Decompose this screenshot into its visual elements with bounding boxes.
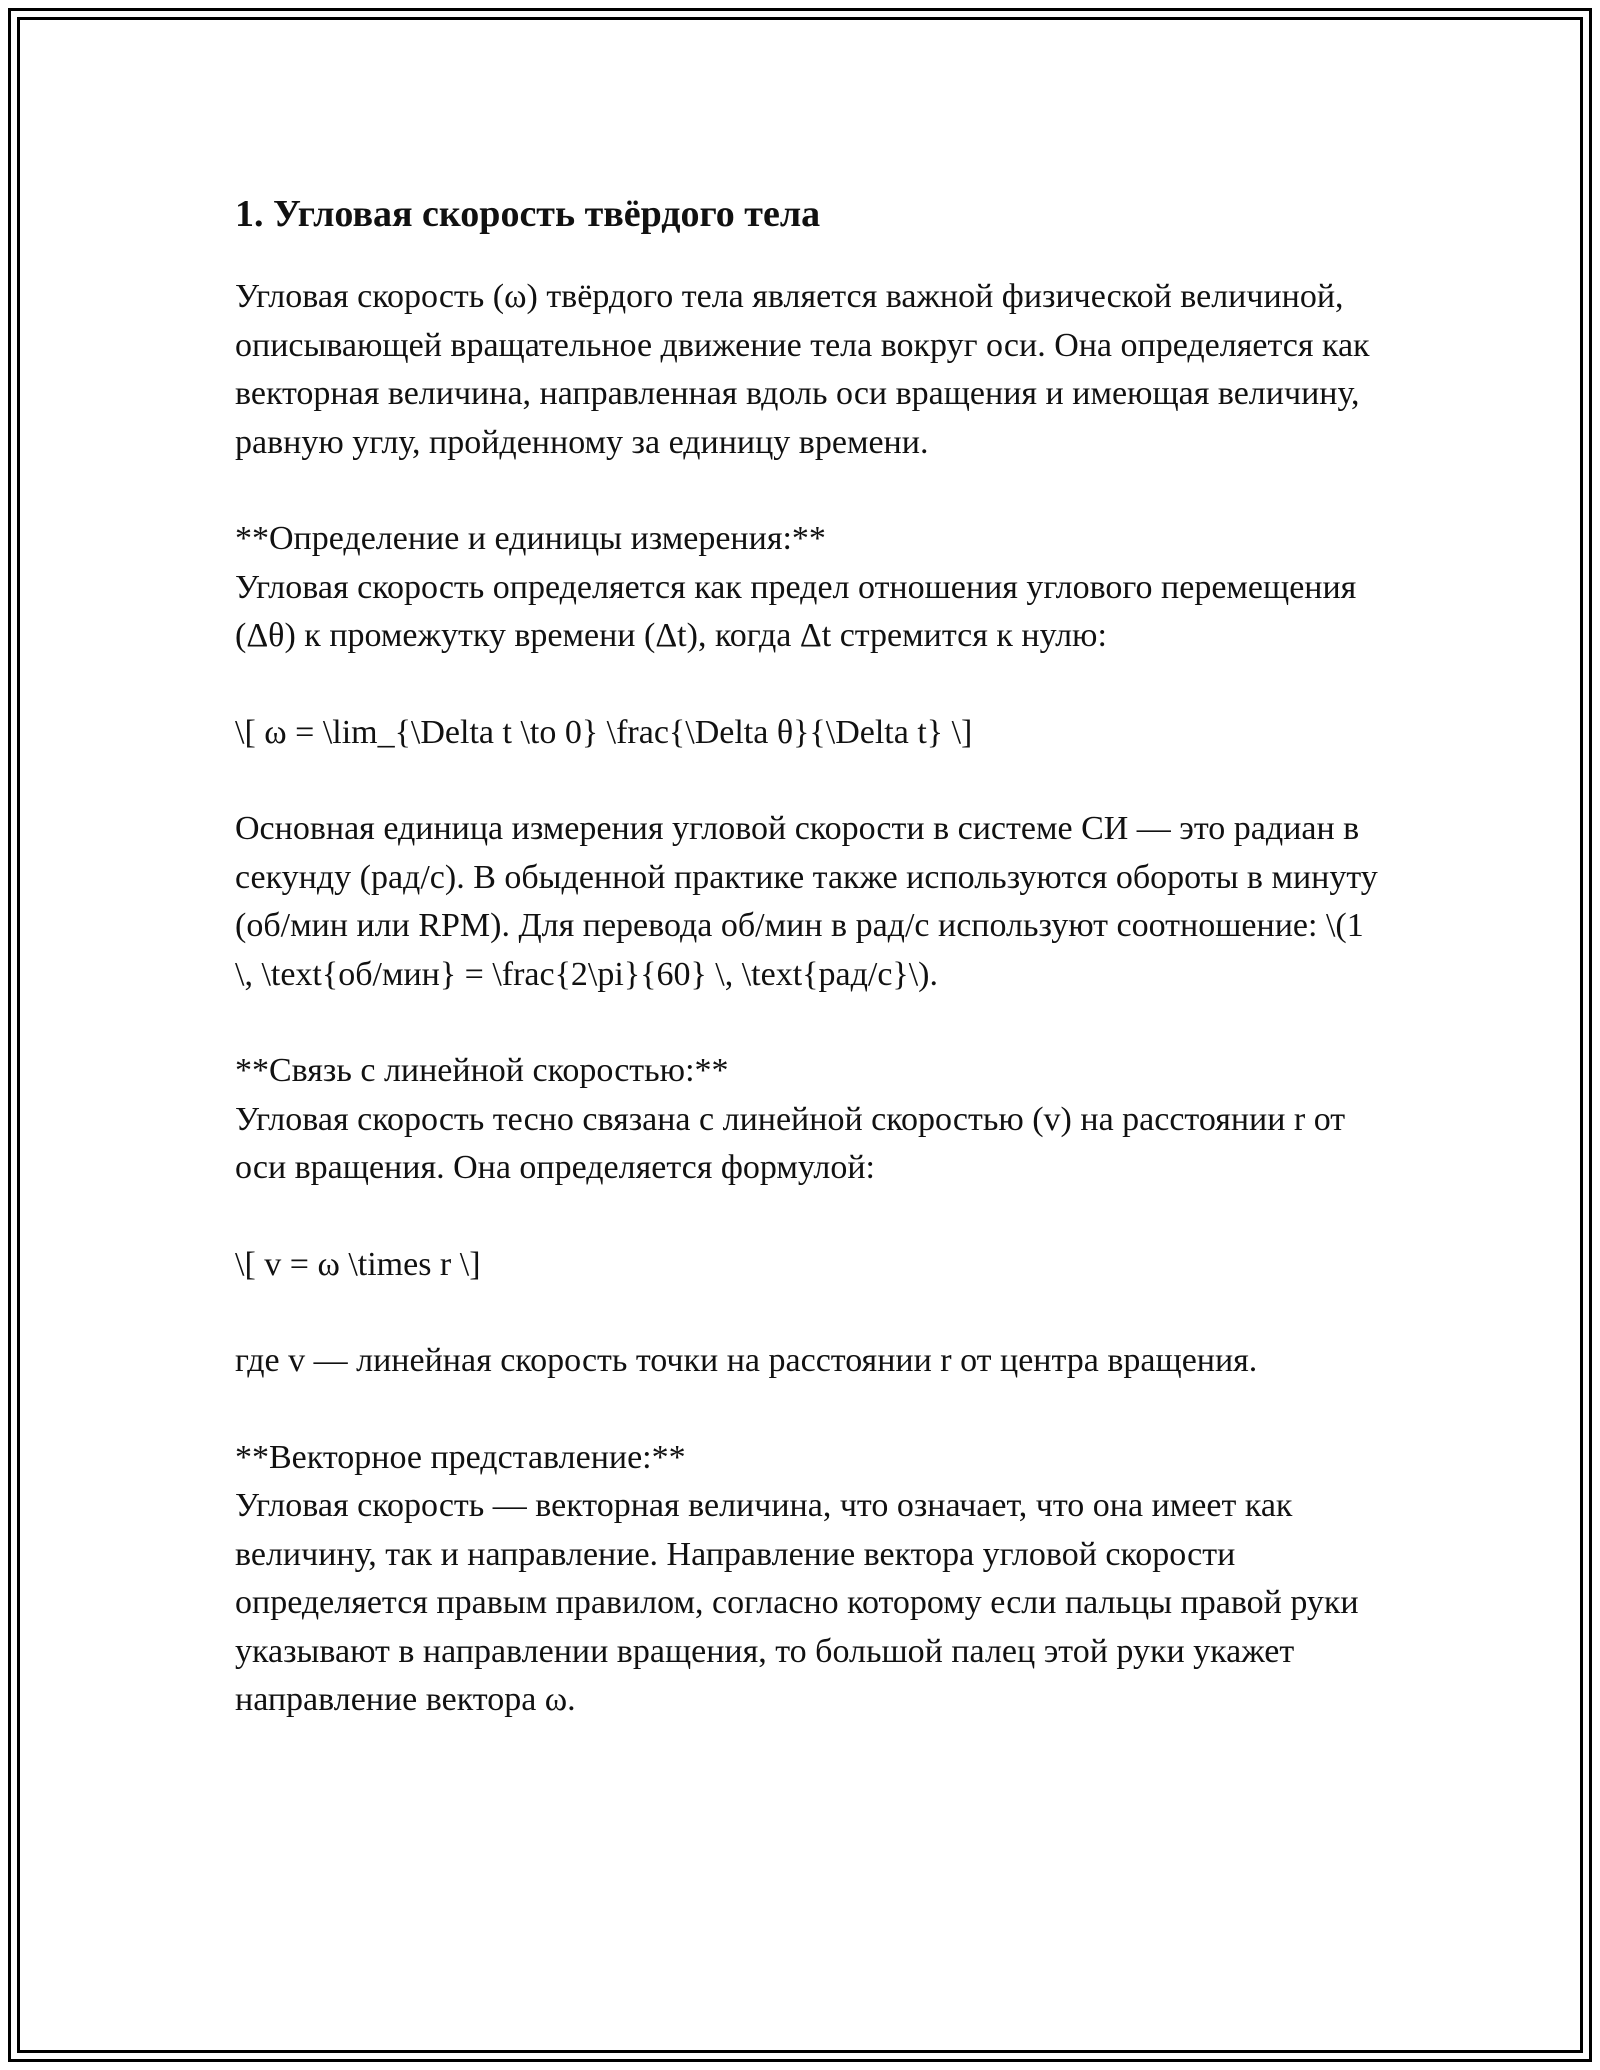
vector-representation-paragraph: **Векторное представление:** Угловая скорость — векторная величина, что означает, что она имеет как величину, так и направление. Направление вектора угловой скорости определяется правым правилом, согласно которому если пальцы правой руки указывают в направлении вращения, то большой палец этой руки укажет направление вектора ω. <box>235 1438 1359 1718</box>
intro-paragraph: Угловая скорость (ω) твёрдого тела является важной физической величиной, описывающей вращательное движение тела вокруг оси. Она определяется как векторная величина, направленная вдоль оси вращения и имеющая величину, равную углу, пройденному за единицу времени. <box>235 278 1370 461</box>
linear-velocity-formula: \[ v = ω \times r \] <box>235 1245 481 1283</box>
angular-velocity-formula: \[ ω = \lim_{\Delta t \to 0} \frac{\Delta θ}{\Delta t} \] <box>235 713 973 751</box>
linear-velocity-paragraph: **Связь с линейной скоростью:** Угловая скорость тесно связана с линейной скоростью (v) на расстоянии r от оси вращения. Она определяется формулой: <box>235 1052 1346 1186</box>
section-heading: 1. Угловая скорость твёрдого тела <box>235 193 821 235</box>
formula-explanation: где v — линейная скорость точки на расстоянии r от центра вращения. <box>235 1342 1258 1379</box>
document-body <box>235 185 1380 1725</box>
units-paragraph: Основная единица измерения угловой скорости в системе СИ — это радиан в секунду (рад/с). В обыденной практике также используются обороты в минуту (об/мин или RPM). Для перевода об/мин в рад/с используют соотношение: \(1 \, \text{об/мин} = \frac{2\pi}{60} \, \text{рад/с}\). <box>235 810 1378 993</box>
definition-paragraph: **Определение и единицы измерения:** Угловая скорость определяется как предел отношения углового перемещения (Δθ) к промежутку времени (Δt), когда Δt стремится к нулю: <box>235 520 1357 654</box>
